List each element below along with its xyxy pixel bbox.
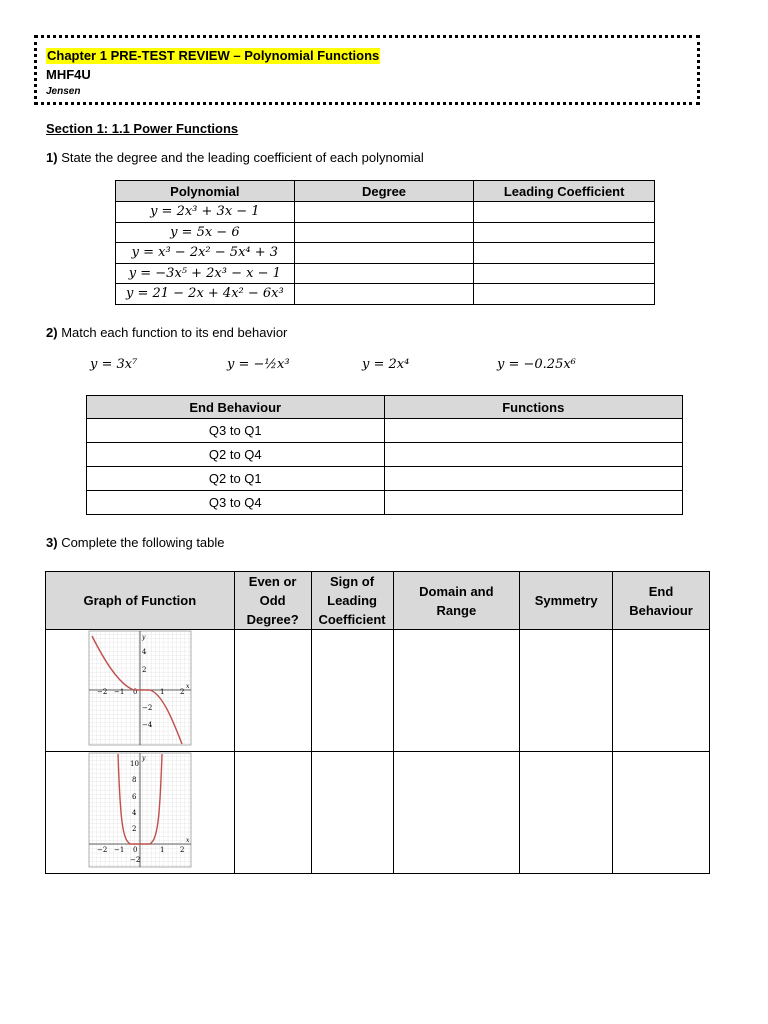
end-behaviour-cell: Q3 to Q1 [87, 419, 385, 443]
table-row [87, 443, 683, 467]
table-row [116, 202, 655, 223]
question-1 [46, 150, 424, 166]
graph-1-xtick: −1 [113, 688, 125, 696]
section-title: Section 1: 1.1 Power Functions [46, 121, 239, 136]
graph-2-ytick: 8 [131, 776, 137, 784]
degree-table [115, 180, 655, 305]
degree-answer-cell[interactable] [294, 284, 474, 305]
table-row [116, 222, 655, 243]
table-row [87, 491, 683, 515]
graph-2-ytick: 10 [129, 760, 139, 768]
header-sign: Sign of Leading Coefficient [311, 572, 393, 630]
table-row [116, 263, 655, 284]
graph-1-ytick: 4 [141, 648, 147, 656]
degree-answer-cell[interactable] [294, 263, 474, 284]
table-row [116, 243, 655, 264]
question-1-number: 1) [46, 150, 58, 165]
end-behaviour-answer-cell[interactable] [613, 752, 710, 874]
function-list [0, 356, 768, 376]
graph-1-x-label: x [185, 683, 190, 690]
graph-2-x-label: x [185, 837, 190, 844]
graph-2-ytick: 4 [131, 809, 137, 817]
function-2: y = −½x³ [227, 357, 290, 372]
header-box [34, 35, 700, 105]
graph-1 [88, 630, 192, 746]
header-symmetry: Symmetry [520, 572, 613, 630]
graph-2-xtick: 1 [159, 846, 165, 854]
question-3-text: Complete the following table [61, 535, 225, 550]
header-even-odd: Even or Odd Degree? [234, 572, 311, 630]
header-graph: Graph of Function [46, 572, 235, 630]
table-row [46, 630, 710, 752]
domain-range-answer-cell[interactable] [393, 752, 520, 874]
table-row [87, 419, 683, 443]
polynomial-cell: y = x³ − 2x² − 5x⁴ + 3 [116, 243, 295, 264]
header-functions: Functions [384, 396, 683, 419]
coefficient-answer-cell[interactable] [474, 222, 655, 243]
function-answer-cell[interactable] [384, 467, 683, 491]
sign-answer-cell[interactable] [311, 752, 393, 874]
function-4: y = −0.25x⁶ [497, 357, 576, 372]
symmetry-answer-cell[interactable] [520, 630, 613, 752]
polynomial-cell: y = −3x⁵ + 2x³ − x − 1 [116, 263, 295, 284]
graph-1-xtick: −2 [96, 688, 108, 696]
degree-answer-cell[interactable] [294, 243, 474, 264]
question-2 [46, 325, 287, 341]
graph-1-y-label: y [141, 634, 146, 641]
function-answer-cell[interactable] [384, 443, 683, 467]
graph-2-xtick: −2 [96, 846, 108, 854]
table-row [46, 752, 710, 874]
coefficient-answer-cell[interactable] [474, 202, 655, 223]
graph-1-ytick: −4 [141, 721, 153, 729]
author-name: Jensen [46, 86, 81, 97]
polynomial-cell: y = 5x − 6 [116, 222, 295, 243]
question-2-number: 2) [46, 325, 58, 340]
function-3: y = 2x⁴ [362, 357, 410, 372]
graph-2 [88, 752, 192, 868]
coefficient-answer-cell[interactable] [474, 284, 655, 305]
header-polynomial: Polynomial [116, 181, 295, 202]
even-odd-answer-cell[interactable] [234, 752, 311, 874]
degree-answer-cell[interactable] [294, 202, 474, 223]
table-row [116, 284, 655, 305]
graph-1-xtick: 1 [159, 688, 165, 696]
graph-2-xtick: 2 [179, 846, 185, 854]
graph-1-xtick: 0 [132, 688, 138, 696]
end-behaviour-cell: Q2 to Q4 [87, 443, 385, 467]
graph-2-ytick: −2 [129, 856, 141, 864]
header-end-behaviour: End Behaviour [613, 572, 710, 630]
graph-cell [46, 752, 235, 874]
question-3-number: 3) [46, 535, 58, 550]
question-2-text: Match each function to its end behavior [61, 325, 288, 340]
function-answer-cell[interactable] [384, 419, 683, 443]
graph-cell [46, 630, 235, 752]
header-leading-coefficient: Leading Coefficient [474, 181, 655, 202]
end-behaviour-cell: Q3 to Q4 [87, 491, 385, 515]
sign-answer-cell[interactable] [311, 630, 393, 752]
course-code: MHF4U [46, 67, 91, 82]
graph-1-xtick: 2 [179, 688, 185, 696]
graph-1-ytick: 2 [141, 666, 147, 674]
coefficient-answer-cell[interactable] [474, 263, 655, 284]
end-behaviour-cell: Q2 to Q1 [87, 467, 385, 491]
analysis-table-header [46, 572, 710, 630]
header-domain-range: Domain and Range [393, 572, 520, 630]
coefficient-answer-cell[interactable] [474, 243, 655, 264]
even-odd-answer-cell[interactable] [234, 630, 311, 752]
graph-2-y-label: y [141, 755, 146, 762]
domain-range-answer-cell[interactable] [393, 630, 520, 752]
header-end-behaviour: End Behaviour [87, 396, 385, 419]
end-behaviour-answer-cell[interactable] [613, 630, 710, 752]
symmetry-answer-cell[interactable] [520, 752, 613, 874]
question-3 [46, 535, 225, 551]
graph-2-xtick: 0 [132, 846, 138, 854]
function-analysis-table [45, 571, 710, 874]
end-behaviour-header [87, 396, 683, 419]
graph-1-ytick: −2 [141, 704, 153, 712]
function-1: y = 3x⁷ [90, 357, 138, 372]
end-behaviour-table [86, 395, 683, 515]
document-title: Chapter 1 PRE-TEST REVIEW – Polynomial Functions [47, 48, 380, 63]
graph-2-ytick: 6 [131, 793, 137, 801]
header-degree: Degree [294, 181, 474, 202]
function-answer-cell[interactable] [384, 491, 683, 515]
polynomial-cell: y = 21 − 2x + 4x² − 6x³ [116, 284, 295, 305]
graph-2-ytick: 2 [131, 825, 137, 833]
table-row [87, 467, 683, 491]
question-1-text: State the degree and the leading coefficient of each polynomial [61, 150, 424, 165]
graph-2-xtick: −1 [113, 846, 125, 854]
degree-table-header [116, 181, 655, 202]
polynomial-cell: y = 2x³ + 3x − 1 [116, 202, 295, 223]
degree-answer-cell[interactable] [294, 222, 474, 243]
